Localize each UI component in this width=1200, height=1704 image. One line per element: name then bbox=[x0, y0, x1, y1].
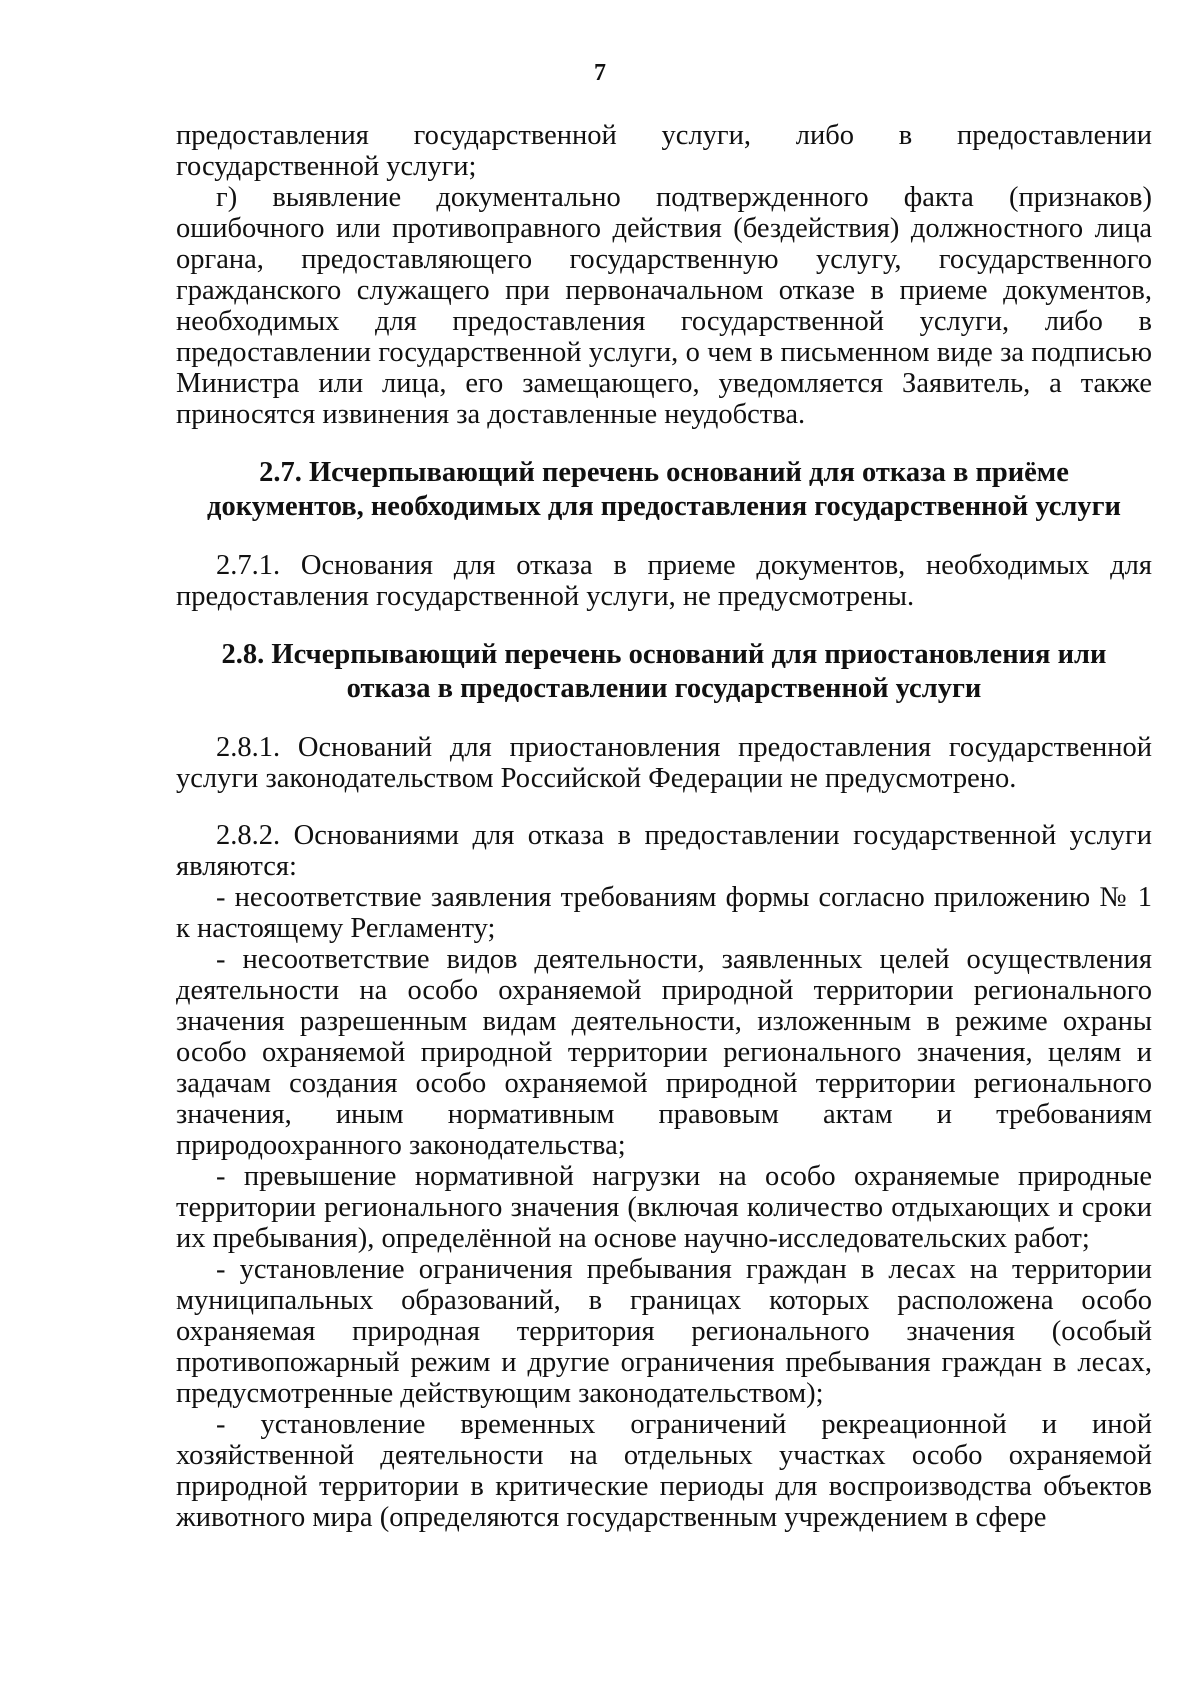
list-item: - установление временных ограничений рекреационной и иной хозяйственной деятельности на отдельных участках особо охраняемой природной территории в критические периоды для воспроизводства объектов животного мира (определяются государственным учреждением в сфере bbox=[176, 1409, 1152, 1533]
section-2-7-heading-line2: документов, необходимых для предоставления государственной услуги bbox=[207, 491, 1121, 522]
spacer bbox=[176, 794, 1152, 820]
list-item: - установление ограничения пребывания граждан в лесах на территории муниципальных образований, в границах которых расположена особо охраняемая природная территория регионального значения (особый противопожарный режим и другие ограничения пребывания граждан в лесах, предусмотренные действующим законодательством); bbox=[176, 1254, 1152, 1409]
spacer bbox=[176, 612, 1152, 638]
list-item: - несоответствие заявления требованиям формы согласно приложению № 1 к настоящему Регламенту; bbox=[176, 882, 1152, 944]
list-item: - превышение нормативной нагрузки на особо охраняемые природные территории регионального значения (включая количество отдыхающих и сроки их пребывания), определённой на основе научно-исследовательских работ; bbox=[176, 1161, 1152, 1254]
spacer bbox=[176, 430, 1152, 456]
section-2-8-heading-line1: 2.8. Исчерпывающий перечень оснований для приостановления или bbox=[221, 639, 1107, 670]
section-2-7-heading-line1: 2.7. Исчерпывающий перечень оснований для отказа в приёме bbox=[259, 457, 1069, 488]
paragraph-continuation: предоставления государственной услуги, либо в предоставлении государственной услуги; bbox=[176, 120, 1152, 182]
spacer bbox=[176, 706, 1152, 732]
list-item: - несоответствие видов деятельности, заявленных целей осуществления деятельности на особо охраняемой природной территории регионального значения разрешенным видам деятельности, изложенным в режиме охраны особо охраняемой природной территории регионального значения, целям и задачам создания особо охраняемой природной территории регионального значения, иным нормативным правовым актам и требованиям природоохранного законодательства; bbox=[176, 944, 1152, 1161]
document-body bbox=[176, 120, 1152, 1533]
paragraph-2-8-1: 2.8.1. Оснований для приостановления предоставления государственной услуги законодательством Российской Федерации не предусмотрено. bbox=[176, 732, 1152, 794]
paragraph-item-g: г) выявление документально подтвержденного факта (признаков) ошибочного или противоправного действия (бездействия) должностного лица органа, предоставляющего государственную услугу, государственного гражданского служащего при первоначальном отказе в приеме документов, необходимых для предоставления государственной услуги, либо в предоставлении государственной услуги, о чем в письменном виде за подписью Министра или лица, его замещающего, уведомляется Заявитель, а также приносятся извинения за доставленные неудобства. bbox=[176, 182, 1152, 430]
section-2-8-heading-line2: отказа в предоставлении государственной услуги bbox=[346, 673, 982, 704]
spacer bbox=[176, 524, 1152, 550]
page-number: 7 bbox=[594, 60, 606, 86]
paragraph-2-7-1: 2.7.1. Основания для отказа в приеме документов, необходимых для предоставления государственной услуги, не предусмотрены. bbox=[176, 550, 1152, 612]
paragraph-2-8-2: 2.8.2. Основаниями для отказа в предоставлении государственной услуги являются: bbox=[176, 820, 1152, 882]
